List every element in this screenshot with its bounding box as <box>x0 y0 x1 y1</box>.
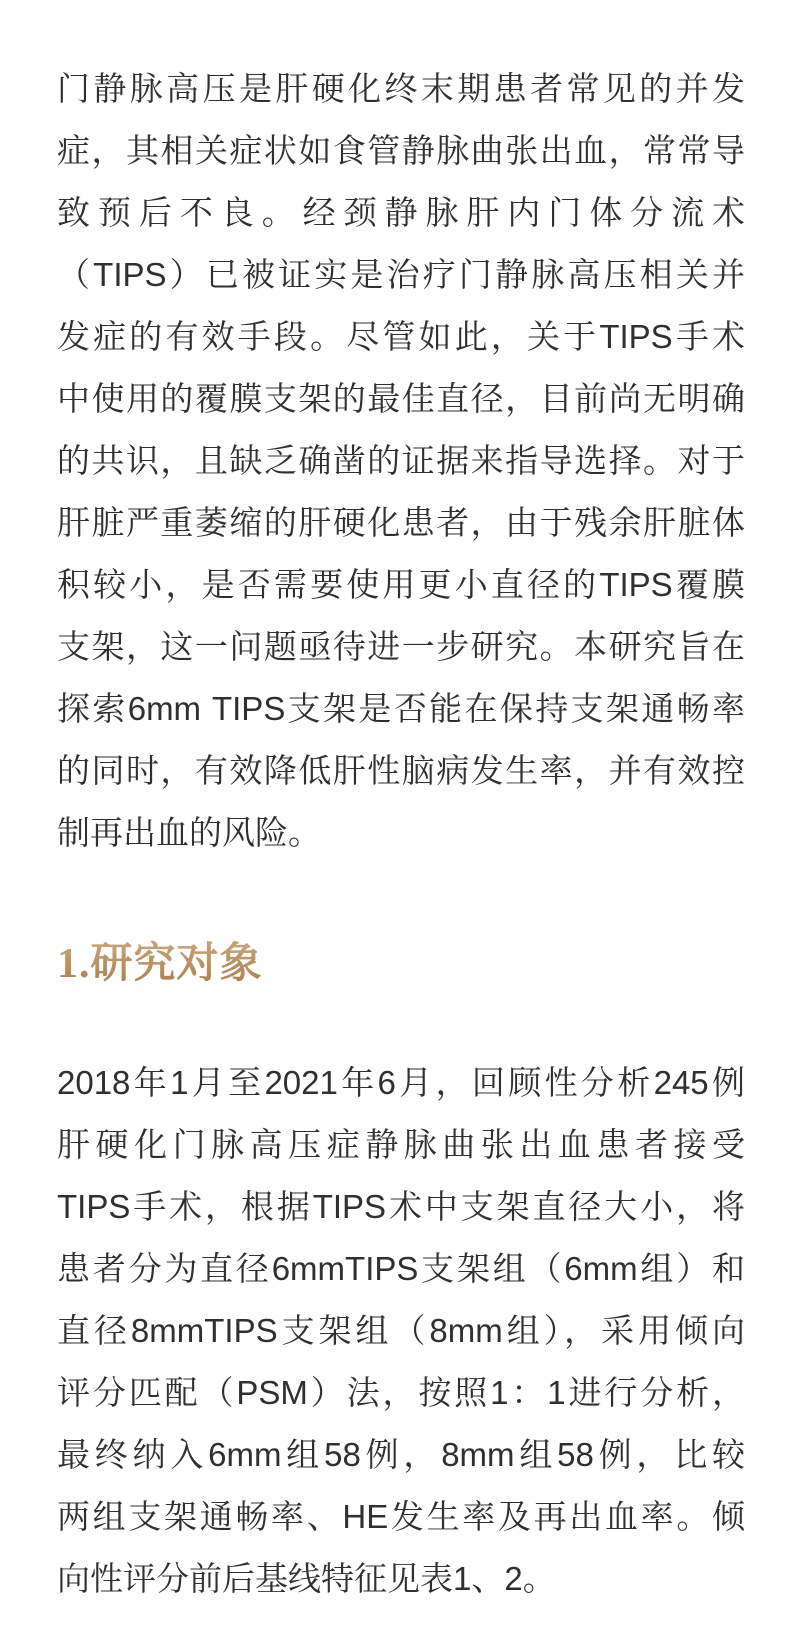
text-line: TIPS手术，根据TIPS术中支架直径大小，将 <box>57 1188 745 1225</box>
text-line: 症，其相关症状如食管静脉曲张出血，常常导 <box>57 132 745 169</box>
text-line: （TIPS）已被证实是治疗门静脉高压相关并 <box>57 256 745 293</box>
text-line: 向性评分前后基线特征见表1、2。 <box>57 1560 556 1597</box>
text-line: 制再出血的风险。 <box>57 814 321 851</box>
intro-paragraph <box>57 58 745 864</box>
text-line: 直径8mmTIPS支架组（8mm组），采用倾向 <box>57 1312 745 1349</box>
text-line: 的同时，有效降低肝性脑病发生率，并有效控 <box>57 752 745 789</box>
text-line: 发症的有效手段。尽管如此，关于TIPS手术 <box>57 318 745 355</box>
section-1-paragraph <box>57 1052 745 1610</box>
text-line: 致预后不良。经颈静脉肝内门体分流术 <box>57 194 745 231</box>
text-line: 积较小，是否需要使用更小直径的TIPS覆膜 <box>57 566 745 603</box>
text-line: 中使用的覆膜支架的最佳直径，目前尚无明确 <box>57 380 745 417</box>
text-line: 肝硬化门脉高压症静脉曲张出血患者接受 <box>57 1126 745 1163</box>
text-line: 2018年1月至2021年6月，回顾性分析245例 <box>57 1064 745 1101</box>
text-line: 两组支架通畅率、HE发生率及再出血率。倾 <box>57 1498 745 1535</box>
text-line: 最终纳入6mm组58例，8mm组58例，比较 <box>57 1436 745 1473</box>
text-line: 门静脉高压是肝硬化终末期患者常见的并发 <box>57 70 745 107</box>
text-line: 肝脏严重萎缩的肝硬化患者，由于残余肝脏体 <box>57 504 745 541</box>
section-1-heading: 1.研究对象 <box>57 936 745 992</box>
text-line: 探索6mm TIPS支架是否能在保持支架通畅率 <box>57 690 745 727</box>
text-line: 评分匹配（PSM）法，按照1：1进行分析， <box>57 1374 745 1411</box>
text-line: 患者分为直径6mmTIPS支架组（6mm组）和 <box>57 1250 745 1287</box>
text-line: 的共识，且缺乏确凿的证据来指导选择。对于 <box>57 442 745 479</box>
text-line: 支架，这一问题亟待进一步研究。本研究旨在 <box>57 628 745 665</box>
